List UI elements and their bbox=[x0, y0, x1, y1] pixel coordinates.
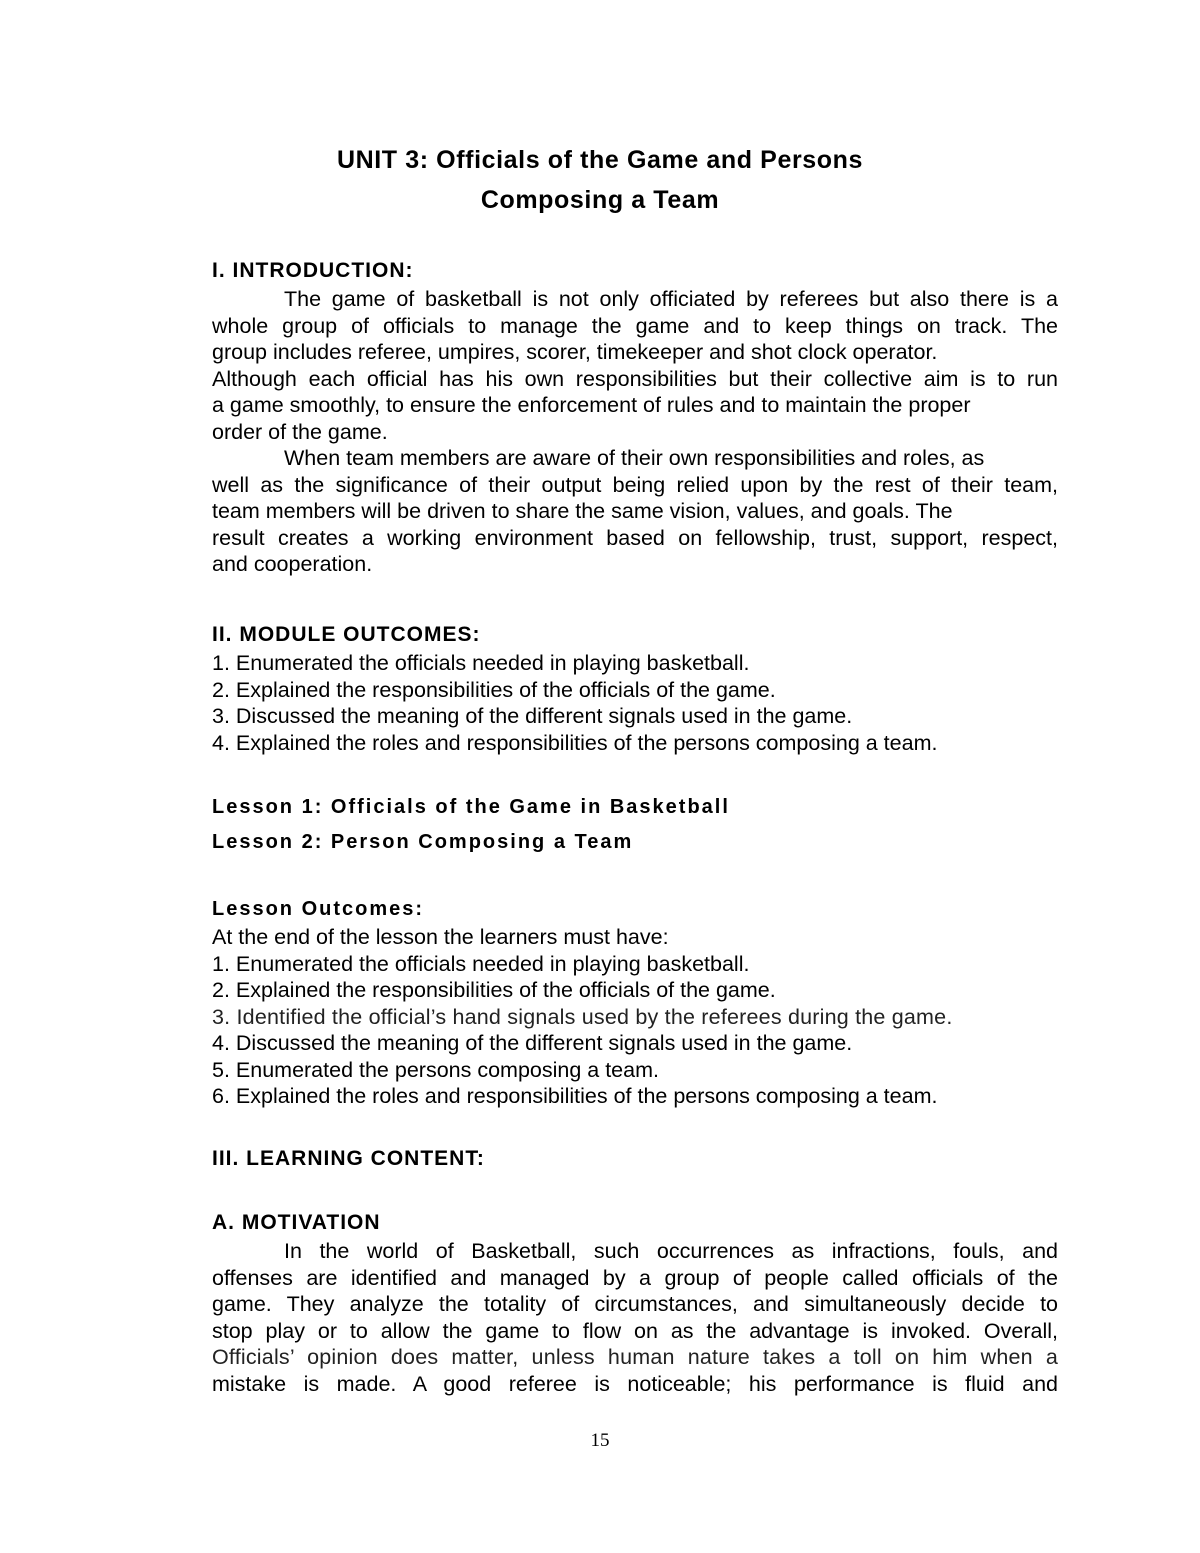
intro-p1-line: The game of basketball is not only officiated by referees but also there is a bbox=[284, 287, 1058, 311]
motivation-line: mistake is made. A good referee is noticeable; his performance is fluid and bbox=[212, 1371, 1058, 1396]
lesson-outcome-item: 3. Identified the official’s hand signals used by the referees during the game. bbox=[212, 1004, 953, 1029]
lesson-outcomes-section bbox=[212, 894, 1058, 1110]
motivation-line: game. They analyze the totality of circumstances, and simultaneously decide to bbox=[212, 1292, 1058, 1316]
motivation-line: offenses are identified and managed by a group of people called officials of the bbox=[212, 1265, 1058, 1290]
intro-p2-line: team members will be driven to share the same vision, values, and goals. The bbox=[212, 499, 953, 523]
intro-p1-line: a game smoothly, to ensure the enforcement of rules and to maintain the proper bbox=[212, 393, 971, 417]
module-outcome-item: 2. Explained the responsibilities of the officials of the game. bbox=[212, 677, 776, 702]
unit-title-line-2: Composing a Team bbox=[480, 186, 720, 214]
lesson-2-title: Lesson 2: Person Composing a Team bbox=[212, 831, 634, 853]
module-outcome-item: 3. Discussed the meaning of the different signals used in the game. bbox=[212, 704, 853, 728]
lesson-outcomes-heading: Lesson Outcomes: bbox=[212, 898, 425, 920]
intro-p1-line: group includes referee, umpires, scorer, timekeeper and shot clock operator. bbox=[212, 340, 938, 364]
motivation-line: In the world of Basketball, such occurrences as infractions, fouls, and bbox=[284, 1239, 1058, 1263]
lesson-outcomes-intro: At the end of the lesson the learners must have: bbox=[212, 925, 669, 949]
motivation-line: stop play or to allow the game to flow on as the advantage is invoked. Overall, bbox=[212, 1318, 1058, 1343]
intro-p1-line: order of the game. bbox=[212, 419, 388, 444]
lesson-outcome-item: 2. Explained the responsibilities of the officials of the game. bbox=[212, 978, 776, 1002]
module-outcomes-heading: II. MODULE OUTCOMES: bbox=[212, 623, 481, 646]
module-outcome-item: 1. Enumerated the officials needed in playing basketball. bbox=[212, 651, 750, 675]
lesson-outcome-item: 5. Enumerated the persons composing a team. bbox=[212, 1057, 659, 1082]
lesson-outcome-item: 6. Explained the roles and responsibilities of the persons composing a team. bbox=[212, 1084, 938, 1108]
lesson-outcome-item: 1. Enumerated the officials needed in playing basketball. bbox=[212, 951, 750, 976]
lesson-outcome-item: 4. Discussed the meaning of the different signals used in the game. bbox=[212, 1031, 853, 1055]
intro-p2-line: When team members are aware of their own responsibilities and roles, as bbox=[284, 446, 985, 470]
learning-content-heading: III. LEARNING CONTENT: bbox=[212, 1147, 485, 1170]
intro-p2-line: result creates a working environment based on fellowship, trust, support, respect, bbox=[212, 525, 1058, 550]
intro-p2-line: and cooperation. bbox=[212, 552, 373, 576]
unit-title-line-1: UNIT 3: Officials of the Game and Persons bbox=[336, 146, 864, 174]
module-outcome-item: 4. Explained the roles and responsibilities of the persons composing a team. bbox=[212, 730, 938, 755]
intro-p1-line: whole group of officials to manage the game and to keep things on track. The bbox=[212, 313, 1058, 338]
motivation-line: Officials’ opinion does matter, unless human nature takes a toll on him when a bbox=[212, 1345, 1058, 1369]
learning-content-section bbox=[212, 1144, 1058, 1174]
page-number: 15 bbox=[590, 1430, 610, 1451]
motivation-heading: A. MOTIVATION bbox=[212, 1211, 381, 1234]
intro-p2-line: well as the significance of their output being relied upon by the rest of their team, bbox=[212, 472, 1058, 497]
introduction-section bbox=[212, 256, 1058, 578]
lessons-section bbox=[212, 790, 1058, 860]
module-outcomes-section bbox=[212, 620, 1058, 756]
introduction-heading: I. INTRODUCTION: bbox=[212, 259, 414, 282]
lesson-1-title: Lesson 1: Officials of the Game in Basketball bbox=[212, 796, 730, 818]
motivation-section bbox=[212, 1208, 1058, 1397]
intro-p1-line: Although each official has his own responsibilities but their collective aim is to run bbox=[212, 366, 1058, 391]
